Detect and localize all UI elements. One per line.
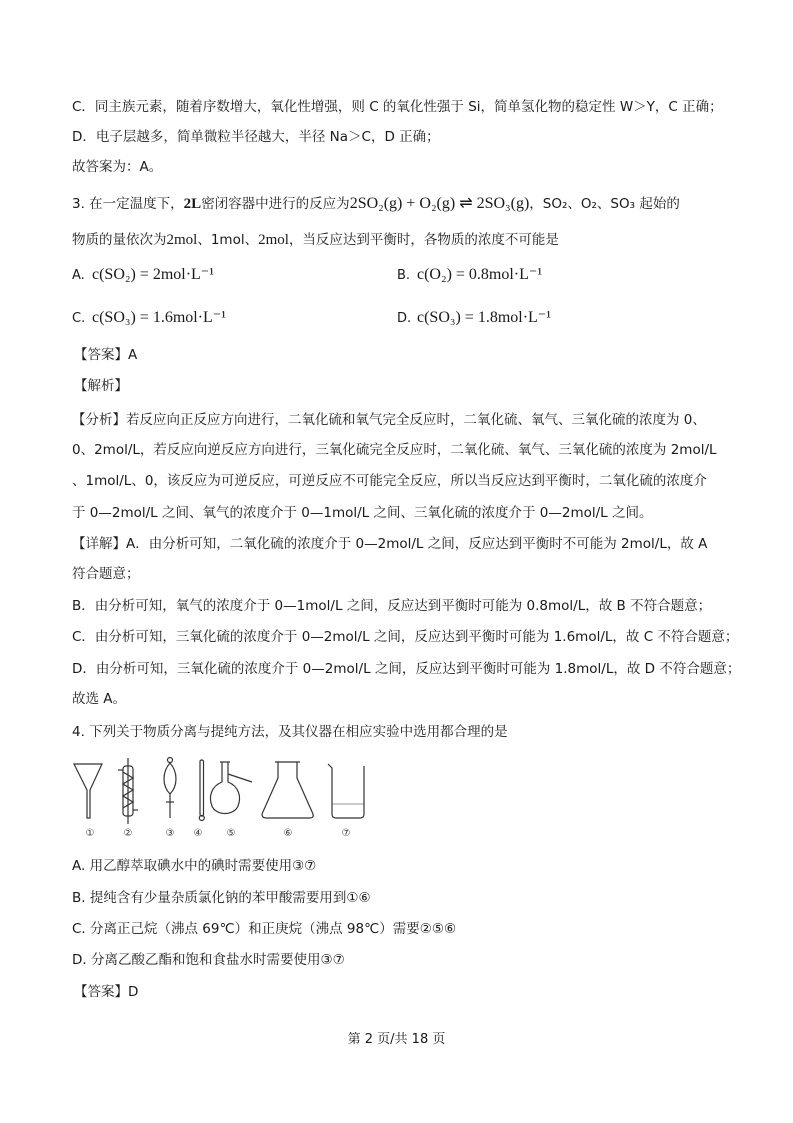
q3-analysis-line4: 于 0—2mol/L 之间、氧气的浓度介于 0—1mol/L 之间、三氧化硫的浓度介于 0—2mol/L 之间。 [72, 505, 653, 521]
q3-analysis-line2: 0、2mol/L，若反应向逆反应方向进行，三氧化硫完全反应时，二氧化硫、氧气、三氧化硫的浓度为 2mol/L [72, 442, 717, 458]
q4-answer: 【答案】D [74, 984, 139, 1000]
q3-so2-amount: 2mol [166, 232, 198, 248]
prev-option-d-explanation: D．电子层越多，简单微粒半径越大，半径 Na＞C，D 正确； [72, 129, 440, 145]
q3-option-c [72, 308, 226, 329]
conical-flask-icon [262, 762, 313, 818]
q3-answer: 【答案】A [74, 347, 138, 363]
q4-option-d: D. 分离乙酸乙酯和饱和食盐水时需要使用③⑦ [72, 952, 345, 968]
q3-option-d-label: D. [397, 311, 412, 326]
q3-detail-option-c: C．由分析可知，三氧化硫的浓度介于 0—2mol/L 之间，反应达到平衡时可能为 1.6mol/L，故 C 不符合题意； [72, 629, 739, 645]
q3-option-a [72, 265, 214, 286]
q3-option-b-label: B. [397, 268, 411, 283]
q3-stem-line2 [72, 231, 559, 249]
apparatus-label-6: ⑥ [283, 828, 293, 839]
q3-option-b [397, 265, 542, 286]
lab-apparatus-figure [66, 756, 396, 840]
q3-so3-amount: 2mol [258, 232, 289, 248]
q3-detail-option-b: B．由分析可知，氧气的浓度介于 0—1mol/L 之间，反应达到平衡时可能为 0.8mol/L，故 B 不符合题意； [72, 598, 712, 614]
q3-o2-amount: 、1mol、 [197, 232, 259, 248]
thermometer-icon [199, 760, 204, 821]
prev-option-c-explanation: C．同主族元素，随着序数增大，氧化性增强，则 C 的氧化性强于 Si，简单氢化物的稳定性 W＞Y，C 正确； [72, 99, 723, 115]
q4-option-c: C. 分离正己烷（沸点 69℃）和正庚烷（沸点 98℃）需要②⑤⑥ [72, 921, 457, 937]
q3-analysis-line1: 【分析】若反应向正反应方向进行，二氧化硫和氧气完全反应时，二氧化硫、氧气、三氧化硫的浓度为 0、 [72, 412, 706, 428]
q4-stem: 4. 下列关于物质分离与提纯方法，及其仪器在相应实验中选用都合理的是 [72, 724, 508, 740]
funnel-icon [74, 764, 102, 818]
condenser-icon [118, 758, 138, 824]
separatory-funnel-icon [164, 758, 176, 819]
q3-option-a-formula: c(SO₂) = 2mol·L⁻¹ [92, 266, 215, 283]
q3-option-b-formula: c(O₂) = 0.8mol·L⁻¹ [417, 266, 543, 283]
q3-analysis-line3: 、1mol/L、0，该反应为可逆反应，可逆反应不可能完全反应，所以当反应达到平衡时，二氧化硫的浓度介 [72, 473, 707, 489]
apparatus-label-7: ⑦ [341, 828, 351, 839]
prev-answer-conclusion: 故答案为：A。 [72, 159, 163, 175]
beaker-icon [328, 764, 364, 818]
q3-option-d [397, 308, 551, 329]
q3-stem-text-a: 3. 在一定温度下， [72, 196, 184, 212]
q3-explanation-heading: 【解析】 [74, 378, 128, 394]
distilling-flask-icon [210, 762, 252, 814]
q3-detail-option-d: D．由分析可知，三氧化硫的浓度介于 0—2mol/L 之间，反应达到平衡时可能为 1.8mol/L，故 D 不符合题意； [72, 661, 741, 677]
q3-option-a-label: A. [72, 268, 85, 283]
q3-detail-line1: 【详解】A．由分析可知，二氧化硫的浓度介于 0—2mol/L 之间，反应达到平衡时不可能为 2mol/L，故 A [72, 536, 708, 552]
q3-reaction-equation: 2SO₂(g) + O₂(g) ⇌ 2SO₃(g) [349, 195, 530, 212]
q3-option-c-formula: c(SO₃) = 1.6mol·L⁻¹ [92, 309, 227, 326]
q3-option-c-label: C. [72, 311, 86, 326]
apparatus-label-4: ④ [193, 828, 203, 839]
apparatus-label-2: ② [123, 828, 133, 839]
q3-stem-line1 [72, 195, 680, 213]
q3-stem-text-b: 密闭容器中进行的反应为 [201, 196, 350, 212]
q3-stem-text-d: 物质的量依次为 [72, 232, 167, 248]
apparatus-label-1: ① [85, 828, 95, 839]
q3-volume: 2L [183, 196, 202, 212]
q3-final-choice: 故选 A。 [72, 691, 127, 707]
apparatus-label-5: ⑤ [226, 828, 236, 839]
page-footer: 第 2 页/共 18 页 [347, 1032, 446, 1047]
q3-detail-line2: 符合题意； [72, 566, 140, 582]
apparatus-label-3: ③ [165, 828, 175, 839]
q3-stem-text-c: ，SO₂、O₂、SO₃ 起始的 [529, 196, 680, 212]
q4-option-b: B. 提纯含有少量杂质氯化钠的苯甲酸需要用到①⑥ [72, 890, 371, 906]
q3-option-d-formula: c(SO₃) = 1.8mol·L⁻¹ [417, 309, 552, 326]
q4-option-a: A. 用乙醇萃取碘水中的碘时需要使用③⑦ [72, 858, 317, 874]
q3-stem-text-e: ，当反应达到平衡时，各物质的浓度不可能是 [288, 232, 559, 248]
